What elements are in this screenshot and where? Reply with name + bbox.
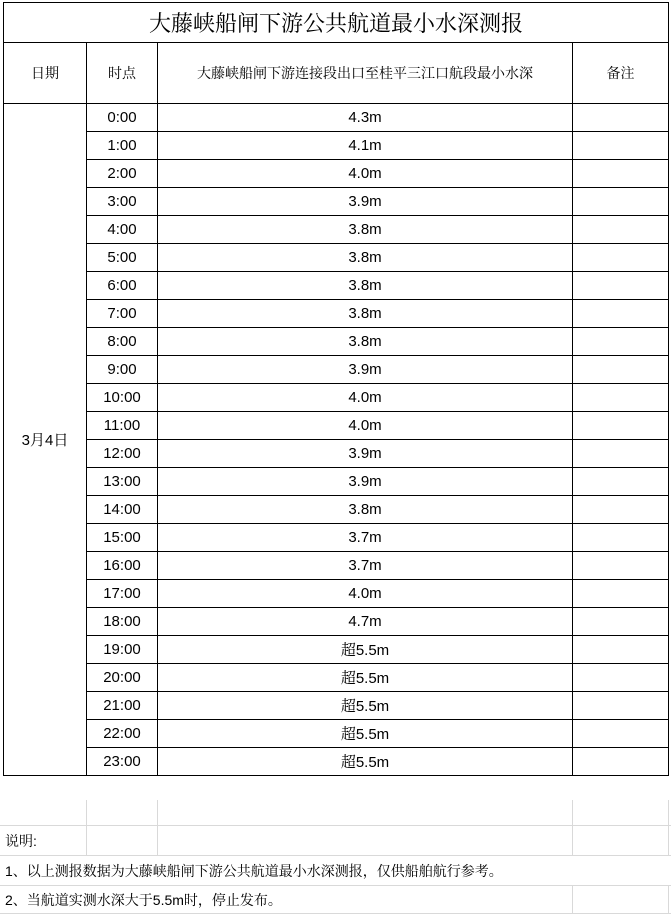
remark-cell: [573, 160, 669, 188]
depth-cell: 3.7m: [158, 552, 573, 580]
time-cell: 4:00: [87, 216, 158, 244]
header-row: [4, 43, 669, 104]
remark-cell: [573, 216, 669, 244]
time-cell: 3:00: [87, 188, 158, 216]
depth-cell: 4.0m: [158, 160, 573, 188]
remark-cell: [573, 356, 669, 384]
table-row: [4, 412, 669, 440]
time-cell: 23:00: [87, 748, 158, 776]
gridline: [157, 800, 158, 825]
time-cell: 15:00: [87, 524, 158, 552]
remark-cell: [573, 608, 669, 636]
remark-cell: [573, 580, 669, 608]
time-cell: 14:00: [87, 496, 158, 524]
note-row-2: [0, 886, 671, 914]
table-row: [4, 272, 669, 300]
time-cell: 2:00: [87, 160, 158, 188]
col-header-time: 时点: [87, 43, 158, 104]
depth-cell: 3.7m: [158, 524, 573, 552]
time-cell: 22:00: [87, 720, 158, 748]
gridline: [86, 826, 87, 855]
table-row: [4, 692, 669, 720]
depth-report-table: [3, 2, 669, 776]
col-header-date: 日期: [4, 43, 87, 104]
time-cell: 21:00: [87, 692, 158, 720]
remark-cell: [573, 692, 669, 720]
depth-cell: 3.8m: [158, 272, 573, 300]
gridline: [668, 886, 669, 913]
remark-cell: [573, 272, 669, 300]
table-row: [4, 160, 669, 188]
table-row: [4, 720, 669, 748]
table-row: [4, 440, 669, 468]
depth-cell: 3.8m: [158, 216, 573, 244]
time-cell: 5:00: [87, 244, 158, 272]
depth-cell: 超5.5m: [158, 748, 573, 776]
remark-cell: [573, 188, 669, 216]
depth-cell: 4.0m: [158, 384, 573, 412]
time-cell: 19:00: [87, 636, 158, 664]
remark-cell: [573, 524, 669, 552]
table-row: [4, 524, 669, 552]
col-header-depth: 大藤峡船闸下游连接段出口至桂平三江口航段最小水深: [158, 43, 573, 104]
depth-cell: 超5.5m: [158, 720, 573, 748]
depth-cell: 3.8m: [158, 300, 573, 328]
table-row: [4, 748, 669, 776]
remark-cell: [573, 440, 669, 468]
remark-cell: [573, 748, 669, 776]
time-cell: 1:00: [87, 132, 158, 160]
remark-cell: [573, 104, 669, 132]
table-row: [4, 216, 669, 244]
remark-cell: [573, 132, 669, 160]
gridline: [572, 886, 573, 913]
time-cell: 9:00: [87, 356, 158, 384]
time-cell: 17:00: [87, 580, 158, 608]
table-row: [4, 132, 669, 160]
depth-cell: 超5.5m: [158, 664, 573, 692]
time-cell: 7:00: [87, 300, 158, 328]
time-cell: 12:00: [87, 440, 158, 468]
time-cell: 13:00: [87, 468, 158, 496]
title-row: [4, 3, 669, 43]
empty-spreadsheet-row: [0, 800, 671, 826]
gridline: [572, 800, 573, 825]
table-row: [4, 496, 669, 524]
note-text-2: 2、当航道实测水深大于5.5m时，停止发布。: [5, 891, 282, 908]
time-cell: 20:00: [87, 664, 158, 692]
time-cell: 0:00: [87, 104, 158, 132]
table-row: [4, 300, 669, 328]
depth-cell: 3.9m: [158, 188, 573, 216]
note-row-1: [0, 856, 671, 886]
depth-cell: 4.3m: [158, 104, 573, 132]
notes-label-row: [0, 826, 671, 856]
depth-cell: 3.8m: [158, 244, 573, 272]
depth-cell: 3.9m: [158, 356, 573, 384]
depth-cell: 4.1m: [158, 132, 573, 160]
time-cell: 8:00: [87, 328, 158, 356]
date-cell: 3月4日: [4, 104, 87, 776]
remark-cell: [573, 328, 669, 356]
notes-label: 说明:: [5, 832, 37, 849]
depth-cell: 3.8m: [158, 496, 573, 524]
time-cell: 6:00: [87, 272, 158, 300]
table-row: [4, 636, 669, 664]
gridline: [572, 826, 573, 855]
col-header-remark: 备注: [573, 43, 669, 104]
remark-cell: [573, 552, 669, 580]
remark-cell: [573, 384, 669, 412]
remark-cell: [573, 664, 669, 692]
depth-cell: 3.9m: [158, 468, 573, 496]
depth-cell: 4.0m: [158, 580, 573, 608]
remark-cell: [573, 496, 669, 524]
depth-cell: 3.9m: [158, 440, 573, 468]
remark-cell: [573, 244, 669, 272]
notes-section: [0, 800, 671, 914]
page-title: 大藤峡船闸下游公共航道最小水深测报: [4, 3, 669, 43]
note-text-1: 1、以上测报数据为大藤峡船闸下游公共航道最小水深测报，仅供船舶航行参考。: [5, 862, 503, 879]
time-cell: 16:00: [87, 552, 158, 580]
table-row: [4, 552, 669, 580]
table-row: [4, 244, 669, 272]
table-row: [4, 664, 669, 692]
remark-cell: [573, 720, 669, 748]
time-cell: 10:00: [87, 384, 158, 412]
table-row: [4, 608, 669, 636]
depth-cell: 超5.5m: [158, 692, 573, 720]
table-row: [4, 468, 669, 496]
gridline: [668, 826, 669, 855]
time-cell: 18:00: [87, 608, 158, 636]
depth-cell: 4.7m: [158, 608, 573, 636]
table-row: [4, 328, 669, 356]
remark-cell: [573, 468, 669, 496]
remark-cell: [573, 412, 669, 440]
remark-cell: [573, 300, 669, 328]
remark-cell: [573, 636, 669, 664]
gridline: [86, 800, 87, 825]
depth-cell: 超5.5m: [158, 636, 573, 664]
table-row: [4, 188, 669, 216]
table-row: [4, 384, 669, 412]
table-row: [4, 580, 669, 608]
table-row: [4, 356, 669, 384]
table-row: [4, 104, 669, 132]
gridline: [668, 800, 669, 825]
gridline: [157, 826, 158, 855]
depth-cell: 4.0m: [158, 412, 573, 440]
time-cell: 11:00: [87, 412, 158, 440]
depth-cell: 3.8m: [158, 328, 573, 356]
